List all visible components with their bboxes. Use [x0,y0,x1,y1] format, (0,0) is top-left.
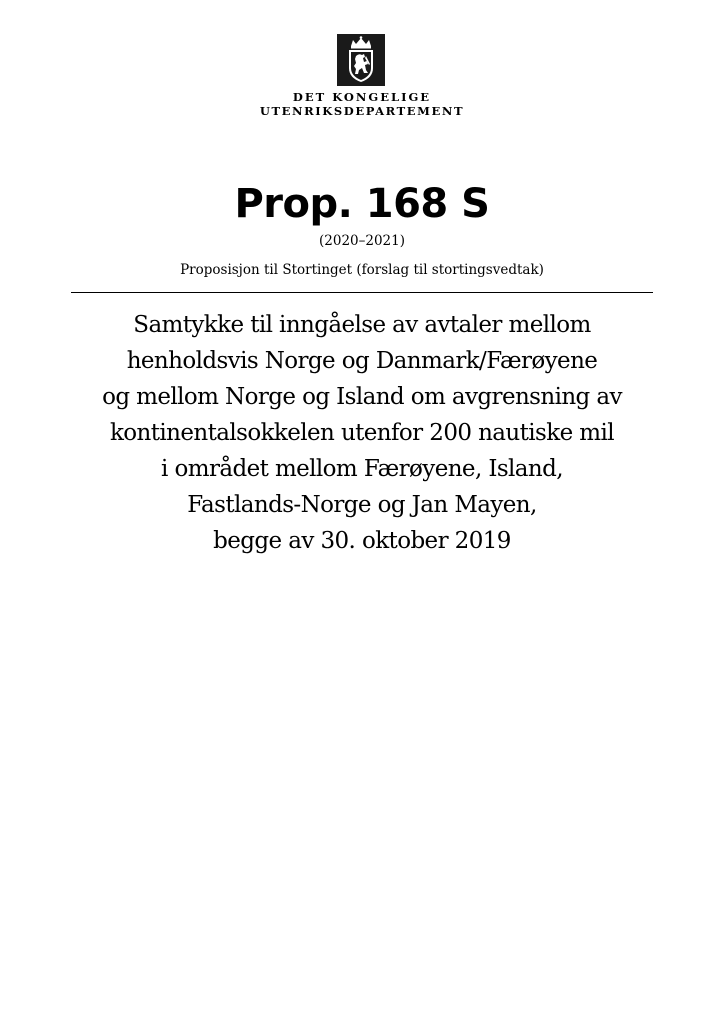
document-subtitle: Proposisjon til Stortinget (forslag til stortingsvedtak) [180,262,544,278]
session-years: (2020–2021) [319,233,405,249]
main-title-line: og mellom Norge og Island om avgrensning av [102,384,622,410]
ministry-name-line2: UTENRIKSDEPARTEMENT [259,104,465,118]
ministry-name-line1: DET KONGELIGE [292,90,432,104]
coat-of-arms-icon [337,34,385,86]
main-title-line: Fastlands-Norge og Jan Mayen, [187,492,537,518]
main-title-line: henholdsvis Norge og Danmark/Færøyene [126,348,598,374]
main-title-line: Samtykke til inngåelse av avtaler mellom [133,312,591,338]
divider [71,292,653,293]
main-title-line: begge av 30. oktober 2019 [213,528,511,554]
proposition-title: Prop. 168 S [234,181,490,227]
main-title-line: kontinentalsokkelen utenfor 200 nautiske mil [109,420,615,446]
main-title-line: i området mellom Færøyene, Island, [161,456,563,482]
main-title [62,307,662,559]
